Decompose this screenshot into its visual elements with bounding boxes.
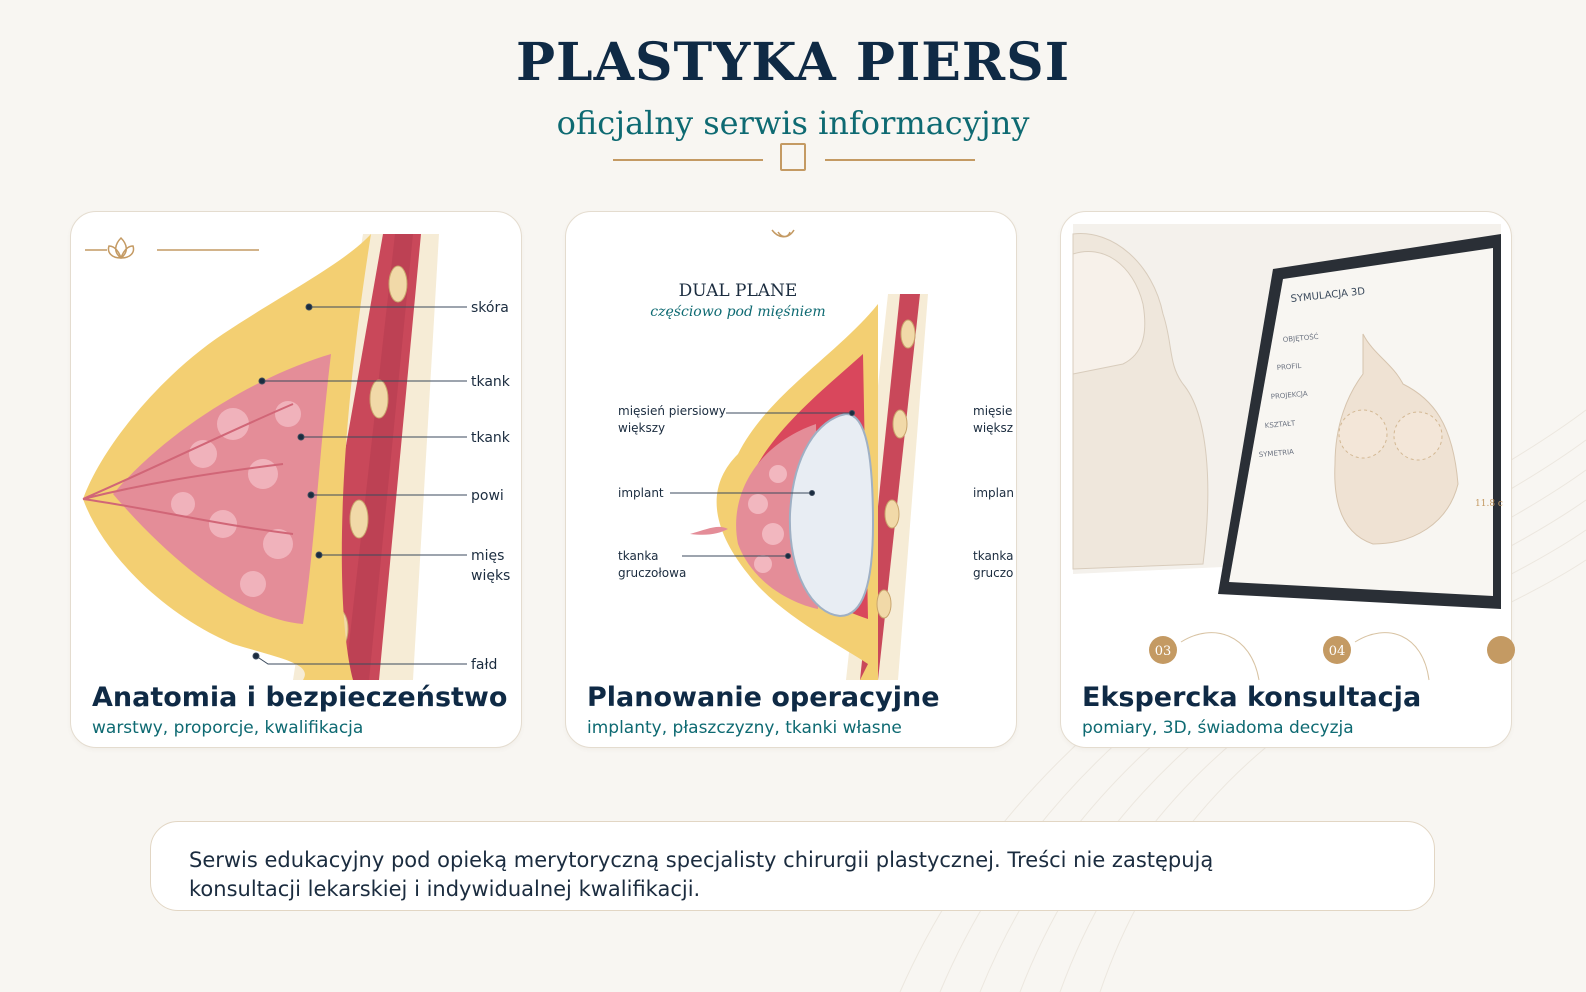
divider-line-right	[825, 159, 975, 161]
card-planning[interactable]	[565, 211, 1017, 748]
divider-line-left	[613, 159, 763, 161]
diagram-title: DUAL PLANE	[678, 281, 798, 301]
card-consultation[interactable]	[1060, 211, 1512, 748]
label-skin: skóra	[471, 300, 509, 316]
menu-volume: OBJĘTOŚĆ	[1282, 332, 1319, 344]
card-title: Ekspercka konsultacja	[1082, 682, 1422, 713]
label-fascia: powi	[471, 488, 504, 504]
diagram-subtitle: częściowo pod mięśniem	[650, 304, 826, 320]
label-right-1: mięsie	[973, 404, 1013, 418]
label-right-2: większ	[973, 421, 1014, 435]
step-04: 04	[1328, 644, 1346, 659]
label-right-3: implan	[973, 486, 1014, 500]
label-pectoral-2: większy	[618, 421, 666, 435]
lotus-icon	[772, 230, 794, 237]
card-caption: implanty, płaszczyzny, tkanki własne	[587, 718, 902, 738]
card-caption: pomiary, 3D, świadoma decyzja	[1082, 718, 1354, 738]
divider-ornament-icon	[780, 143, 806, 171]
page-title: PLASTYKA PIERSI	[515, 32, 1071, 93]
label-implant: implant	[618, 486, 664, 500]
screen-title: SYMULACJA 3D	[1290, 286, 1366, 305]
disclaimer-text: Serwis edukacyjny pod opieką merytoryczną specjalisty chirurgii plastycznej. Treści nie zastępują konsultacji lekarskiej i indywidualnej kwalifikacji.	[189, 848, 1214, 901]
page-subtitle: oficjalny serwis informacyjny	[556, 104, 1030, 142]
measure-label: 11.8 c	[1475, 499, 1503, 509]
label-pectoral-1: mięsień piersiowy	[618, 404, 726, 418]
label-fold: fałd	[471, 657, 498, 673]
anatomy-illustration	[83, 224, 511, 680]
consultation-illustration	[1073, 224, 1501, 680]
label-right-5: gruczo	[973, 566, 1014, 580]
menu-symmetry: SYMETRIA	[1258, 447, 1295, 459]
label-right-4: tkanka	[973, 549, 1014, 563]
lotus-icon	[85, 238, 259, 258]
menu-profile: PROFIL	[1276, 361, 1302, 372]
label-muscle-1: mięs	[471, 548, 505, 564]
label-tissue-1: tkank	[471, 374, 510, 390]
card-title: Planowanie operacyjne	[587, 682, 940, 713]
dual-plane-illustration	[578, 224, 1014, 680]
label-tissue-2: tkank	[471, 430, 510, 446]
card-caption: warstwy, proporcje, kwalifikacja	[92, 718, 364, 738]
menu-shape: KSZTAŁT	[1264, 419, 1296, 430]
disclaimer-notice	[150, 821, 1435, 911]
step-03: 03	[1154, 644, 1172, 659]
menu-projection: PROJEKCJA	[1270, 389, 1308, 401]
card-title: Anatomia i bezpieczeństwo	[92, 682, 508, 713]
label-gland-2: gruczołowa	[618, 566, 687, 580]
label-gland-1: tkanka	[618, 549, 659, 563]
card-anatomy[interactable]	[70, 211, 522, 748]
label-muscle-2: więks	[471, 568, 511, 584]
